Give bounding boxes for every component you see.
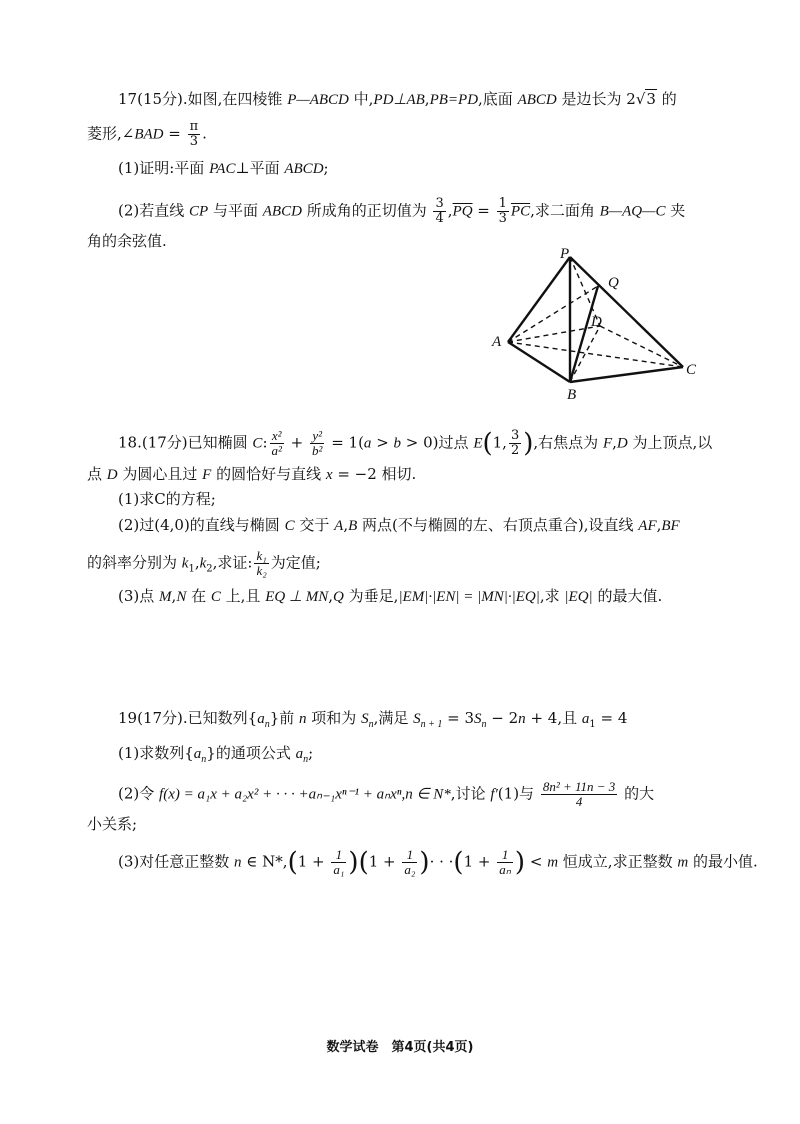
q19-math: f′ xyxy=(490,786,498,803)
q19-text: 1 + xyxy=(463,852,496,871)
q18-text: , xyxy=(343,516,349,534)
q18-math: Q xyxy=(333,589,344,605)
q18-math: F xyxy=(602,435,613,452)
paren: ( xyxy=(482,428,493,459)
q17-fraction: $\frac{1}{3}$ xyxy=(498,196,507,226)
q17-text: 的 xyxy=(656,90,677,108)
q17-part1 xyxy=(118,158,329,179)
edge-AB xyxy=(508,342,570,382)
q19-math: a xyxy=(257,711,265,727)
q18-text: (3)点 xyxy=(118,587,160,605)
edge-PC xyxy=(570,257,683,367)
q19-math: a xyxy=(295,746,304,762)
q17-text: ,底面 xyxy=(478,90,518,108)
edge-BQ xyxy=(570,286,598,382)
q17-text: ; xyxy=(323,159,329,177)
q18-text: , xyxy=(194,553,200,572)
q17-text: ,求二面角 xyxy=(530,201,600,220)
q18-text: ,求证: xyxy=(212,553,253,572)
q19-math: S xyxy=(361,711,369,727)
q18-math: F xyxy=(202,467,212,483)
q19-math: n xyxy=(299,711,307,727)
q18-math: x xyxy=(325,467,333,483)
q18-text: 的斜率分别为 xyxy=(87,553,182,572)
q18-text: 为垂足, xyxy=(343,587,399,605)
q18-text: 点 xyxy=(87,465,107,483)
q18-text: 18.(17分)已知椭圆 xyxy=(118,433,253,452)
edge-BC xyxy=(570,367,683,382)
q19-math: a xyxy=(581,711,590,727)
paren: ( xyxy=(453,847,464,878)
q19-fraction: $\frac{1}{\text{aₙ}}$ xyxy=(499,847,511,877)
label-B: B xyxy=(567,387,577,402)
q19-sub: n + 1 xyxy=(420,719,443,730)
q17-line2 xyxy=(87,120,207,149)
q18-text: 为上顶点,以 xyxy=(627,433,713,452)
q18-text: > 0)过点 xyxy=(401,433,474,452)
q18-text: : xyxy=(262,433,268,452)
label-D: D xyxy=(591,314,602,330)
q17-text: 17(15分).如图,在四棱锥 xyxy=(118,90,288,108)
label-C: C xyxy=(686,362,697,378)
q19-part2-line2: 小关系; xyxy=(87,815,138,833)
q18-fraction: $\frac{\text{x²}}{\text{a²}}$ xyxy=(271,428,282,458)
q19-text: · · · xyxy=(429,852,454,871)
q19-text: = 4 xyxy=(595,709,628,727)
q18-math: C xyxy=(284,518,295,534)
q17-text: ⊥平面 xyxy=(235,159,285,177)
paren: ) xyxy=(348,847,359,878)
q18-math: a xyxy=(363,435,372,452)
sqrt-sign: √ xyxy=(635,90,646,108)
q18-fraction: $\frac{\text{k₁}}{\text{k₂}}$ xyxy=(256,548,267,578)
q18-math: A xyxy=(334,518,344,534)
q18-text: , xyxy=(328,587,334,605)
q19-fraction: $\frac{1}{\text{a₂}}$ xyxy=(404,847,416,877)
q17-part2-line2: 角的余弦值. xyxy=(87,232,167,250)
q18-fraction: $\frac{\text{y²}}{\text{b²}}$ xyxy=(312,428,323,458)
q19-math: m xyxy=(677,854,689,871)
q18-math: k xyxy=(199,555,207,572)
pyramid-figure xyxy=(488,242,703,402)
q19-sub: n xyxy=(303,754,309,765)
q18-math: N xyxy=(176,589,187,605)
q18-text: 为定值; xyxy=(270,553,321,572)
q17-text: 夹 xyxy=(665,201,686,220)
q19-part2 xyxy=(118,780,654,809)
q17-text: = xyxy=(472,201,495,220)
q18-text: 交于 xyxy=(294,516,335,534)
label-A: A xyxy=(492,334,502,350)
q19-part1 xyxy=(118,743,313,770)
q17-sqrt-arg: 3 xyxy=(646,90,656,108)
q18-math: C xyxy=(252,435,263,452)
q18-math: b xyxy=(393,435,402,452)
q17-math: PAC xyxy=(209,161,236,177)
q18-math: C xyxy=(210,589,221,605)
q19-text: = 3 xyxy=(442,709,475,727)
q19-line1 xyxy=(118,708,627,735)
q18-part2-line2 xyxy=(87,549,321,580)
q18-math: |EQ| xyxy=(564,589,593,605)
q19-text: ∈ N*, xyxy=(241,852,288,871)
q17-text: 所成角的正切值为 xyxy=(301,201,432,220)
q18-math: EQ ⊥ MN xyxy=(265,589,329,605)
q17-math: PB=PD xyxy=(429,92,479,108)
q19-text: 19(17分).已知数列{ xyxy=(118,709,258,727)
q19-text: }的通项公式 xyxy=(206,744,296,762)
q19-text: 1 + xyxy=(297,852,330,871)
paren: ) xyxy=(419,847,430,878)
q17-text: 中, xyxy=(348,90,374,108)
edge-DC xyxy=(600,326,683,367)
q17-text: 是边长为 2 xyxy=(556,90,636,108)
q17-math: P—ABCD xyxy=(287,92,349,108)
q18-text: 两点(不与椭圆的左、右顶点重合),设直线 xyxy=(357,516,639,534)
q19-text: (2)令 xyxy=(118,784,160,803)
edge-PA xyxy=(508,257,570,342)
q19-text: (1)与 xyxy=(497,784,539,803)
q18-math: D xyxy=(616,435,628,452)
q19-text: (3)对任意正整数 xyxy=(118,852,235,871)
label-P: P xyxy=(560,246,570,262)
q18-text: = −2 相切. xyxy=(332,465,417,483)
q17-text: 菱形,∠ xyxy=(87,124,135,143)
q18-text: (2)过(4,0)的直线与椭圆 xyxy=(118,516,285,534)
q19-math: n xyxy=(234,854,242,871)
q17-text: = xyxy=(163,124,186,143)
q18-math: E xyxy=(473,435,483,452)
q19-math: m xyxy=(547,854,559,871)
q19-math: (x) = a₁x + a₂x² + · · · +aₙ₋₁xⁿ⁻¹ + aₙxⁿ,n ∈ N* xyxy=(163,786,451,803)
q17-text: , xyxy=(447,201,453,220)
q18-math: BF xyxy=(661,518,680,534)
page-footer: 数学试卷 第4页(共4页) xyxy=(326,1040,474,1055)
q19-text: < xyxy=(525,852,548,871)
q18-fraction: $\frac{3}{2}$ xyxy=(510,428,520,458)
q19-fraction: $\frac{1}{\text{a₁}}$ xyxy=(333,847,345,877)
q19-math: n xyxy=(518,711,526,727)
q18-line2 xyxy=(87,464,416,485)
q18-text: > xyxy=(371,433,394,452)
q17-fraction: $\frac{3}{4}$ xyxy=(435,196,444,226)
q19-sub: n xyxy=(368,719,374,730)
q19-math: f xyxy=(159,786,164,803)
q17-math: PD⊥AB xyxy=(373,92,425,108)
q18-math: k xyxy=(181,555,189,572)
q19-sub: n xyxy=(264,719,270,730)
q18-math: AF xyxy=(638,518,657,534)
q18-math: |EM|·|EN| = |MN|·|EQ| xyxy=(398,589,540,605)
q18-text: 的最大值. xyxy=(592,587,663,605)
q17-vector: $\overline{PQ}$ xyxy=(452,203,473,220)
q18-line1 xyxy=(118,429,712,458)
q18-text: ,求 xyxy=(539,587,565,605)
q17-text: , xyxy=(424,90,430,108)
q19-sub: n xyxy=(481,719,487,730)
q18-text: 1, xyxy=(492,433,507,452)
q17-text: (1)证明:平面 xyxy=(118,159,210,177)
q19-math: S xyxy=(413,711,421,727)
q18-text: , xyxy=(171,587,177,605)
q18-sub: 2 xyxy=(206,563,213,575)
paren: ) xyxy=(523,428,534,459)
q19-text: 的最小值. xyxy=(688,852,758,871)
q19-math: a xyxy=(193,746,202,762)
q18-math: D xyxy=(106,467,118,483)
q17-text: . xyxy=(202,124,207,143)
q19-math: S xyxy=(474,711,482,727)
q18-math: B xyxy=(348,518,358,534)
q18-text: 的圆恰好与直线 xyxy=(211,465,326,483)
label-Q: Q xyxy=(608,275,619,291)
q18-part3 xyxy=(118,586,662,607)
q18-text: 上,且 xyxy=(220,587,266,605)
paren: ( xyxy=(287,847,298,878)
q18-part2 xyxy=(118,515,680,536)
q17-math: ABCD xyxy=(517,92,557,108)
q19-part3 xyxy=(118,848,758,877)
q17-line1 xyxy=(118,89,677,110)
q17-vector: $\overline{PC}$ xyxy=(510,203,531,220)
q19-text: ,满足 xyxy=(373,709,414,727)
q19-text: − 2 xyxy=(486,709,519,727)
q18-sub: 1 xyxy=(188,563,195,575)
q18-text: 为圆心且过 xyxy=(117,465,203,483)
q17-part2 xyxy=(118,197,685,226)
q17-text: 与平面 xyxy=(208,201,263,220)
q19-text: ; xyxy=(308,744,314,762)
q19-text: 1 + xyxy=(368,852,401,871)
q19-text: }前 xyxy=(269,709,300,727)
q18-part1: (1)求C的方程; xyxy=(118,490,216,508)
q18-text: ,右焦点为 xyxy=(533,433,603,452)
q19-text: 恒成立,求正整数 xyxy=(558,852,678,871)
q19-text: + 4,且 xyxy=(525,709,582,727)
q18-text: + xyxy=(285,433,309,452)
q19-sub: 1 xyxy=(589,719,596,730)
q19-text: (1)求数列{ xyxy=(118,744,194,762)
paren: ) xyxy=(514,847,526,878)
q17-text: (2)若直线 xyxy=(118,201,190,220)
q17-fraction: $\frac{\pi}{3}$ xyxy=(189,119,199,149)
q17-math: ABCD xyxy=(284,161,324,177)
q18-text: , xyxy=(612,433,617,452)
q18-text: = 1( xyxy=(326,433,364,452)
q19-sub: n xyxy=(201,754,207,765)
q18-text: , xyxy=(656,516,662,534)
q19-text: ,讨论 xyxy=(450,784,491,803)
q17-math: B—AQ—C xyxy=(599,203,666,220)
q19-text: 项和为 xyxy=(306,709,362,727)
q18-text: 在 xyxy=(186,587,211,605)
q17-math: ABCD xyxy=(262,203,302,220)
q19-fraction: $\frac{\text{8n² + 11n − 3}}{4}$ xyxy=(542,779,616,809)
q18-math: M xyxy=(159,589,172,605)
q19-text: 的大 xyxy=(619,784,655,803)
paren: ( xyxy=(358,847,369,878)
q17-math: BAD xyxy=(134,126,164,143)
q17-math: CP xyxy=(189,203,209,220)
